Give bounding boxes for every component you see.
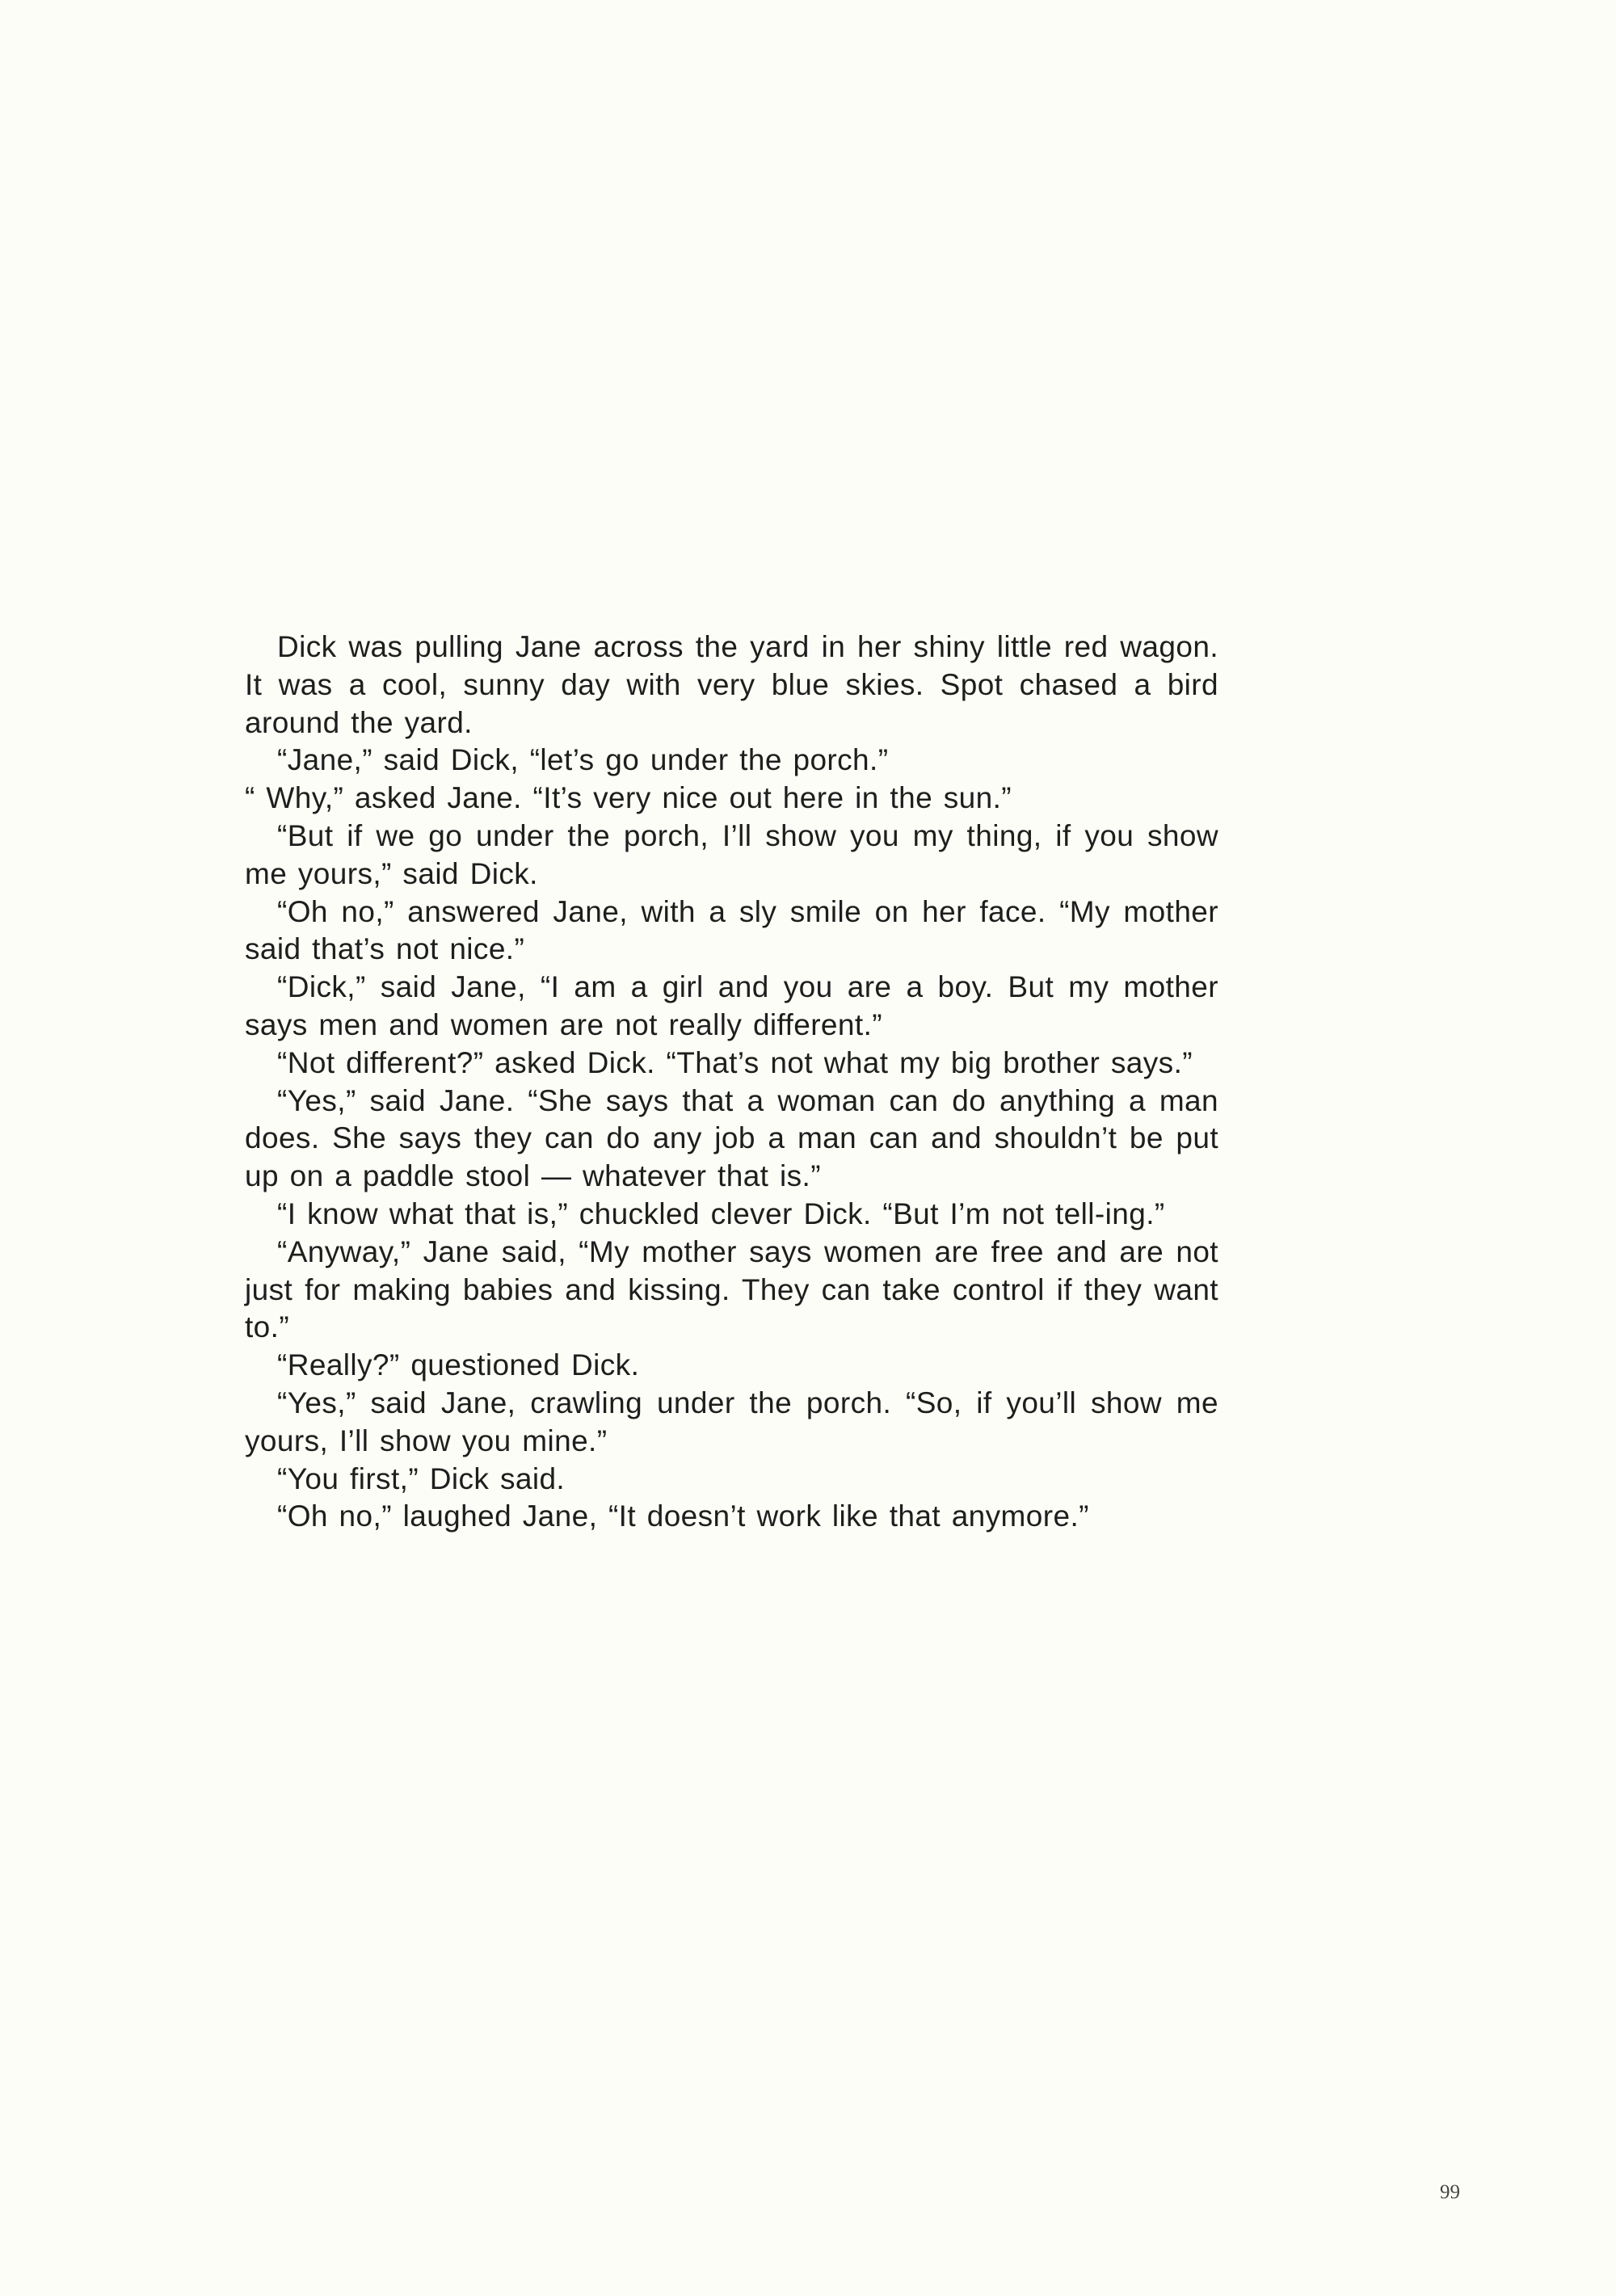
paragraph-2: “Jane,” said Dick, “let’s go under the porch.” (277, 743, 889, 777)
story-text (245, 629, 1218, 1536)
paragraph-14: “Oh no,” laughed Jane, “It doesn’t work like that anymore.” (277, 1499, 1089, 1533)
paragraph-6: “Dick,” said Jane, “I am a girl and you are a boy. But my mother says men and women are not really different.” (245, 970, 1218, 1041)
paragraph-13: “You first,” Dick said. (277, 1461, 566, 1495)
paragraph-1: Dick was pulling Jane across the yard in her shiny little red wagon. It was a cool, sunny day with very blue skies. Spot chased a bird around the yard. (245, 630, 1218, 739)
paragraph-7: “Not different?” asked Dick. “That’s not what my big brother says.” (277, 1045, 1193, 1079)
paragraph-5: “Oh no,” answered Jane, with a sly smile on her face. “My mother said that’s not nice.” (245, 894, 1218, 966)
paragraph-9: “I know what that is,” chuckled clever Dick. “But I’m not tell-ing.” (277, 1196, 1165, 1230)
page-number: 99 (1440, 2181, 1460, 2203)
paragraph-11: “Really?” questioned Dick. (277, 1348, 640, 1382)
paragraph-12: “Yes,” said Jane, crawling under the porch. “So, if you’ll show me yours, I’ll show you mine.” (245, 1386, 1218, 1457)
paragraph-3: “ Why,” asked Jane. “It’s very nice out here in the sun.” (245, 781, 1012, 815)
paragraph-8: “Yes,” said Jane. “She says that a woman can do anything a man does. She says they can do any job a man can and shouldn’t be put up on a paddle stool — whatever that is.” (245, 1083, 1218, 1193)
paragraph-4: “But if we go under the porch, I’ll show you my thing, if you show me yours,” said Dick. (245, 818, 1218, 890)
paragraph-10: “Anyway,” Jane said, “My mother says women are free and are not just for making babies and kissing. They can take control if they want to.” (245, 1234, 1218, 1344)
